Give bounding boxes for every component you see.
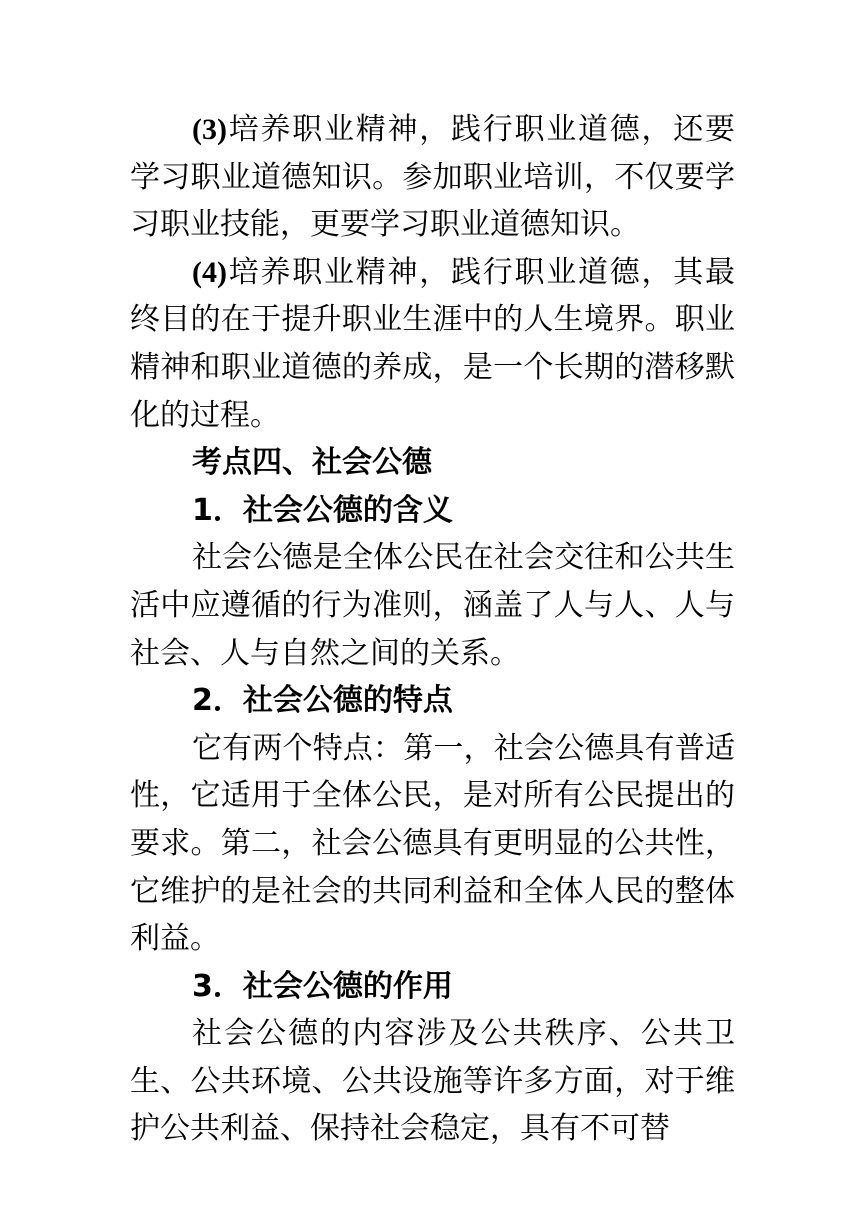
section-heading-social-morality: 考点四、社会公德: [192, 445, 432, 481]
paragraph-features: [130, 725, 735, 963]
paragraph-text: 它有两个特点：第一，社会公德具有普适性，它适用于全体公民，是对所有公民提出的要求。第二，社会公德具有更明显的公共性，它维护的是社会的共同利益和全体人民的整体利益。: [130, 730, 735, 957]
paragraph-text: 社会公德的内容涉及公共秩序、公共卫生、公共环境、公共设施等许多方面，对于维护公共利益、保持社会稳定，具有不可替: [130, 1016, 735, 1147]
document-body: [130, 106, 735, 1153]
paragraph-text: 培养职业精神，践行职业道德，还要学习职业道德知识。参加职业培训，不仅要学习职业技能，更要学习职业道德知识。: [130, 112, 735, 243]
subheading-role: 3．社会公德的作用: [192, 968, 453, 1004]
paragraph-meaning: [130, 534, 735, 677]
subheading-meaning: 1．社会公德的含义: [192, 492, 453, 528]
item-marker: (3): [192, 113, 227, 146]
paragraph-career-spirit-4: [130, 249, 735, 439]
paragraph-career-spirit-3: [130, 106, 735, 249]
paragraph-text: 社会公德是全体公民在社会交往和公共生活中应遵循的行为准则，涵盖了人与人、人与社会、人与自然之间的关系。: [130, 540, 735, 671]
item-marker: (4): [192, 255, 227, 289]
paragraph-role: [130, 1010, 735, 1153]
paragraph-text: 培养职业精神，践行职业道德，其最终目的在于提升职业生涯中的人生境界。职业精神和职业道德的养成，是一个长期的潜移默化的过程。: [130, 254, 735, 433]
subheading-features: 2．社会公德的特点: [192, 683, 453, 719]
